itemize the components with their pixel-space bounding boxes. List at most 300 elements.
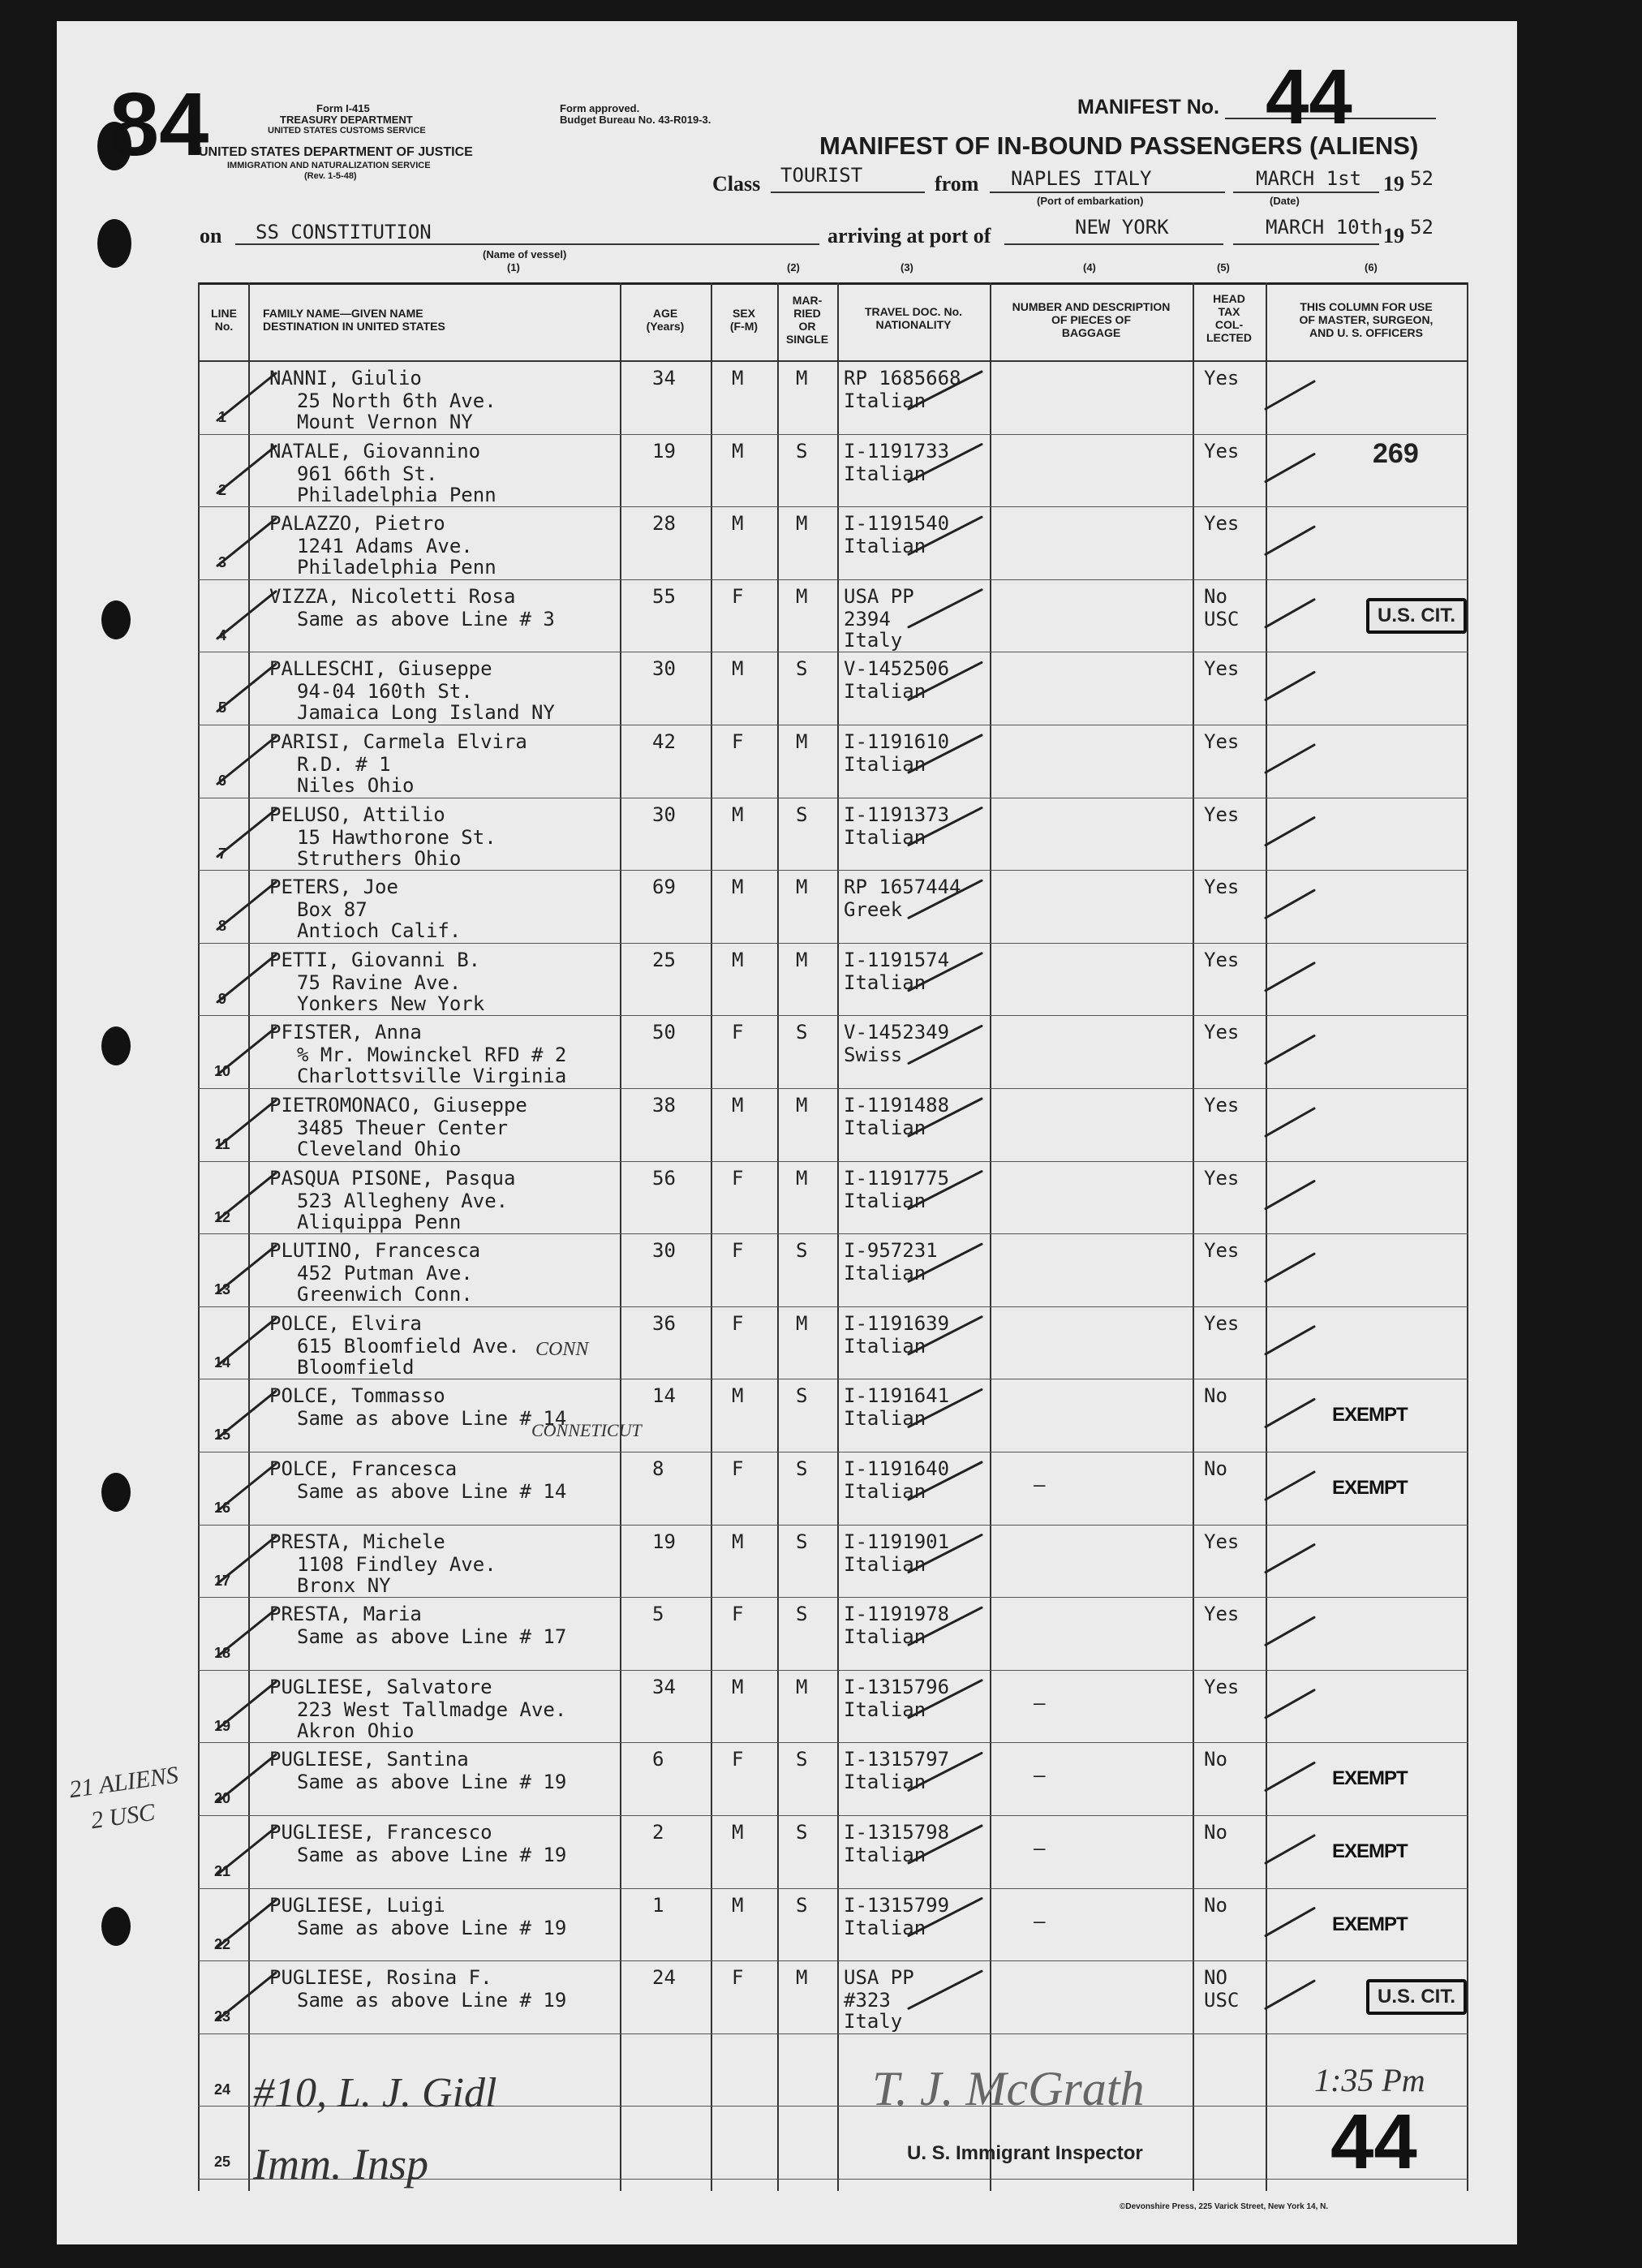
marital-status: S xyxy=(796,803,808,826)
line-number: 3 xyxy=(217,554,226,571)
sex: M xyxy=(732,948,744,971)
marital-status: M xyxy=(796,1675,808,1698)
sex: M xyxy=(732,1530,744,1553)
col-header-line-no: LINE No. xyxy=(211,307,237,333)
nationality: Italian xyxy=(844,535,926,558)
family-name: PIETROMONACO, Giuseppe xyxy=(269,1094,527,1117)
head-tax: Yes xyxy=(1204,1166,1240,1190)
sex: F xyxy=(732,1166,744,1190)
address-line-2: Yonkers New York xyxy=(297,992,485,1015)
col-header-sex: SEX (F-M) xyxy=(729,307,759,333)
marital-status: S xyxy=(796,657,808,681)
port-embarkation-caption: (Port of embarkation) xyxy=(1037,195,1144,207)
line-number: 11 xyxy=(214,1136,230,1152)
age: 42 xyxy=(652,730,676,753)
binder-hole xyxy=(101,1907,131,1946)
age: 1 xyxy=(652,1893,664,1917)
travel-doc-number: I-957231 xyxy=(844,1239,938,1263)
sex: F xyxy=(732,730,744,753)
exempt-stamp: EXEMPT xyxy=(1332,1913,1408,1935)
col-header-travel-doc: TRAVEL DOC. No. NATIONALITY xyxy=(864,305,963,331)
head-tax-2: USC xyxy=(1204,1989,1240,2012)
baggage: – xyxy=(1034,1474,1046,1496)
passenger-table xyxy=(198,282,1468,2191)
nationality: Italian xyxy=(844,1262,926,1285)
address-line-1: 94-04 160th St. xyxy=(297,680,473,704)
travel-doc-number: USA PP xyxy=(844,1966,914,1990)
exempt-stamp: EXEMPT xyxy=(1332,1767,1408,1790)
table-row xyxy=(198,1234,1468,1307)
line-number: 1 xyxy=(217,409,226,425)
address-line-2: Mount Vernon NY xyxy=(297,411,473,433)
line-number: 23 xyxy=(213,2008,231,2025)
address-line-1: 223 West Tallmadge Ave. xyxy=(297,1698,567,1721)
table-row xyxy=(198,798,1468,871)
dept-line-2: UNITED STATES CUSTOMS SERVICE xyxy=(268,126,426,136)
manifest-number-value: 44 xyxy=(1266,54,1352,140)
table-row xyxy=(198,1671,1468,1744)
head-tax: No xyxy=(1204,1457,1227,1480)
nationality: Italian xyxy=(844,1480,926,1503)
arriving-label: arriving at port of xyxy=(827,224,991,247)
table-row xyxy=(198,1526,1468,1599)
sex: F xyxy=(732,1021,744,1044)
col-number-6: (6) xyxy=(1365,261,1378,273)
family-name: PUGLIESE, Rosina F. xyxy=(269,1966,492,1990)
nationality: Swiss xyxy=(844,1044,903,1067)
family-name: PALLESCHI, Giuseppe xyxy=(269,657,492,681)
travel-doc-number: I-1191901 xyxy=(844,1530,950,1553)
line-number: 5 xyxy=(217,699,226,717)
marital-status: M xyxy=(796,1311,808,1335)
line-number: 8 xyxy=(217,918,226,935)
col-header-age: AGE (Years) xyxy=(646,307,685,333)
manifest-number-label: MANIFEST No. xyxy=(1077,96,1219,118)
head-tax: Yes xyxy=(1204,730,1240,753)
age: 30 xyxy=(652,657,676,681)
address-line-2: Jamaica Long Island NY xyxy=(297,701,555,725)
nationality: Italian xyxy=(844,1844,926,1866)
from-value: NAPLES ITALY xyxy=(1011,167,1152,190)
vessel-caption: (Name of vessel) xyxy=(483,248,567,260)
vessel-name: SS CONSTITUTION xyxy=(256,221,432,243)
age: 30 xyxy=(652,1239,676,1263)
inspector-title: U. S. Immigrant Inspector xyxy=(907,2142,1143,2164)
head-tax: Yes xyxy=(1204,1311,1240,1335)
sex: M xyxy=(732,1821,744,1844)
head-tax-2: USC xyxy=(1204,607,1240,630)
year-2: 52 xyxy=(1410,216,1434,239)
nationality: Italian xyxy=(844,1407,926,1431)
head-tax: Yes xyxy=(1204,657,1240,681)
line-number: 22 xyxy=(213,1935,231,1952)
travel-doc-number: I-1191639 xyxy=(844,1311,950,1335)
baggage: – xyxy=(1034,1764,1046,1788)
nationality: Italian xyxy=(844,1117,926,1139)
travel-doc-number: I-1191775 xyxy=(844,1166,950,1190)
table-row xyxy=(198,1307,1468,1380)
stamp-number-left: 84 xyxy=(110,75,209,174)
sex: M xyxy=(732,657,744,681)
travel-doc-number: I-1315799 xyxy=(844,1893,950,1917)
address-line-1: Same as above Line # 14 xyxy=(297,1407,567,1431)
age: 38 xyxy=(652,1094,676,1117)
col-header-name: FAMILY NAME—GIVEN NAME DESTINATION IN UNITED STATES xyxy=(263,307,445,333)
sex: F xyxy=(732,1966,744,1990)
baggage: – xyxy=(1034,1909,1046,1933)
line-number: 25 xyxy=(213,2154,231,2171)
family-name: PRESTA, Michele xyxy=(269,1530,445,1553)
exempt-stamp: EXEMPT xyxy=(1332,1404,1408,1427)
head-tax: Yes xyxy=(1204,876,1240,899)
binder-hole xyxy=(101,1473,131,1512)
travel-doc-number: RP 1685668 xyxy=(844,367,961,389)
head-tax: No xyxy=(1204,1748,1227,1771)
address-line-1: 615 Bloomfield Ave. xyxy=(297,1334,520,1358)
travel-doc-number: I-1315797 xyxy=(844,1748,950,1771)
travel-doc-number: V-1452506 xyxy=(844,657,950,681)
line-number: 20 xyxy=(213,1790,231,1807)
family-name: PLUTINO, Francesca xyxy=(269,1239,481,1263)
exempt-stamp: EXEMPT xyxy=(1332,1477,1408,1499)
margin-note-usc: 2 USC xyxy=(89,1798,157,1835)
address-line-1: 75 Ravine Ave. xyxy=(297,970,462,994)
exempt-stamp: EXEMPT xyxy=(1332,1840,1408,1862)
sex: F xyxy=(732,1603,744,1626)
year-prefix-1: 19 xyxy=(1383,172,1404,196)
head-tax: NO xyxy=(1204,1966,1227,1990)
class-label: Class xyxy=(712,172,761,196)
head-tax: Yes xyxy=(1204,1675,1240,1698)
address-line-1: Same as above Line # 19 xyxy=(297,1989,567,2012)
age: 14 xyxy=(652,1384,676,1408)
address-line-2: Philadelphia Penn xyxy=(297,483,496,506)
line-number: 6 xyxy=(217,772,226,789)
family-name: PFISTER, Anna xyxy=(269,1021,422,1044)
form-approved: Form approved. xyxy=(560,102,640,114)
family-name: POLCE, Elvira xyxy=(269,1311,422,1335)
line24-signature: #10, L. J. Gidl xyxy=(253,2070,497,2116)
family-name: PUGLIESE, Francesco xyxy=(269,1821,492,1844)
line25-signature: Imm. Insp xyxy=(253,2140,428,2188)
travel-doc-number: V-1452349 xyxy=(844,1021,950,1044)
marital-status: M xyxy=(796,512,808,536)
table-row xyxy=(198,1089,1468,1162)
line-number: 19 xyxy=(213,1717,231,1734)
marital-status: M xyxy=(796,584,808,608)
line-number: 4 xyxy=(217,626,226,643)
family-name: NATALE, Giovannino xyxy=(269,439,481,463)
travel-doc-number: RP 1657444 xyxy=(844,876,961,899)
travel-doc-number: I-1191640 xyxy=(844,1457,950,1480)
connecticut-note: CONNETICUT xyxy=(531,1420,642,1440)
address-line-1: 25 North 6th Ave. xyxy=(297,389,496,412)
line-number: 18 xyxy=(213,1645,231,1662)
line-number: 14 xyxy=(213,1353,231,1371)
manifest-title: MANIFEST OF IN-BOUND PASSENGERS (ALIENS) xyxy=(819,131,1419,160)
head-tax: Yes xyxy=(1204,1603,1240,1626)
table-row xyxy=(198,1743,1468,1816)
nationality: Italian xyxy=(844,1771,926,1794)
table-row xyxy=(198,871,1468,944)
address-line-2: Struthers Ohio xyxy=(297,846,462,870)
family-name: PARISI, Carmela Elvira xyxy=(269,730,527,753)
table-row xyxy=(198,725,1468,798)
class-value: TOURIST xyxy=(780,164,863,187)
on-label: on xyxy=(200,224,222,247)
from-label: from xyxy=(935,172,979,196)
head-tax: Yes xyxy=(1204,1530,1240,1553)
col-number-5: (5) xyxy=(1217,261,1230,273)
inspector-signature: T. J. McGrath xyxy=(872,2062,1145,2115)
family-name: PUGLIESE, Luigi xyxy=(269,1893,445,1917)
col-number-1: (1) xyxy=(507,261,520,273)
address-line-2: Bronx NY xyxy=(297,1573,391,1597)
arrival-date: MARCH 10th xyxy=(1266,216,1383,239)
nationality: Italian xyxy=(844,825,926,849)
age: 8 xyxy=(652,1457,664,1480)
line-number: 21 xyxy=(213,1863,231,1879)
sex: F xyxy=(732,1239,744,1263)
head-tax: Yes xyxy=(1204,1021,1240,1044)
col-header-officers: THIS COLUMN FOR USE OF MASTER, SURGEON, AND U. S. OFFICERS xyxy=(1299,300,1434,339)
travel-doc-number: I-1191540 xyxy=(844,512,950,536)
marital-status: S xyxy=(796,1457,808,1480)
family-name: PUGLIESE, Salvatore xyxy=(269,1675,492,1698)
address-line-1: Same as above Line # 17 xyxy=(297,1625,567,1649)
address-line-1: Same as above Line # 14 xyxy=(297,1480,567,1503)
marital-status: M xyxy=(796,367,808,389)
family-name: NANNI, Giulio xyxy=(269,367,422,389)
year-prefix-2: 19 xyxy=(1383,224,1404,247)
address-line-1: R.D. # 1 xyxy=(297,753,391,776)
sex: F xyxy=(732,1457,744,1480)
printer-credit: ©Devonshire Press, 225 Varick Street, New York 14, N. xyxy=(1120,2202,1329,2211)
table-row xyxy=(198,507,1468,580)
head-tax: No xyxy=(1204,1893,1227,1917)
table-row xyxy=(198,362,1468,435)
age: 50 xyxy=(652,1021,676,1044)
sex: M xyxy=(732,1675,744,1698)
nationality: Italian xyxy=(844,753,926,776)
head-tax: Yes xyxy=(1204,1094,1240,1117)
address-line-1: 15 Hawthorone St. xyxy=(297,825,496,849)
officer-note: 269 xyxy=(1373,437,1419,469)
sex: M xyxy=(732,803,744,826)
margin-note-aliens: 21 ALIENS xyxy=(67,1761,180,1804)
nationality: Italian xyxy=(844,1625,926,1649)
address-line-1: Same as above Line # 19 xyxy=(297,1916,567,1939)
table-row xyxy=(198,1598,1468,1671)
table-row xyxy=(198,1162,1468,1235)
table-row xyxy=(198,1016,1468,1089)
table-row xyxy=(198,652,1468,725)
table-row xyxy=(198,1452,1468,1526)
address-line-1: Same as above Line # 19 xyxy=(297,1844,567,1866)
line-number: 15 xyxy=(213,1427,231,1444)
binder-hole xyxy=(101,600,131,639)
nationality: Italian xyxy=(844,1916,926,1939)
binder-hole xyxy=(97,219,131,268)
baggage: – xyxy=(1034,1837,1046,1860)
address-line-2: Aliquippa Penn xyxy=(297,1210,462,1233)
sex: F xyxy=(732,1311,744,1335)
travel-doc-number: I-1191488 xyxy=(844,1094,950,1117)
travel-doc-number: I-1191733 xyxy=(844,439,950,463)
address-line-1: Same as above Line # 19 xyxy=(297,1771,567,1794)
nationality: Italian xyxy=(844,1552,926,1576)
age: 28 xyxy=(652,512,676,536)
age: 36 xyxy=(652,1311,676,1335)
age: 34 xyxy=(652,1675,676,1698)
sex: M xyxy=(732,1893,744,1917)
line-number: 7 xyxy=(217,845,226,862)
address-line-2: Antioch Calif. xyxy=(297,919,462,943)
head-tax: Yes xyxy=(1204,803,1240,826)
col-number-2: (2) xyxy=(787,261,800,273)
age: 19 xyxy=(652,439,676,463)
age: 24 xyxy=(652,1966,676,1990)
departure-date: MARCH 1st xyxy=(1256,167,1362,190)
head-tax: No xyxy=(1204,1384,1227,1408)
us-citizen-stamp: U.S. CIT. xyxy=(1366,598,1467,634)
col-number-3: (3) xyxy=(901,261,913,273)
sex: F xyxy=(732,1748,744,1771)
family-name: VIZZA, Nicoletti Rosa xyxy=(269,584,516,608)
marital-status: M xyxy=(796,1966,808,1990)
sex: M xyxy=(732,439,744,463)
marital-status: S xyxy=(796,1239,808,1263)
col-header-head-tax: HEAD TAX COL- LECTED xyxy=(1206,292,1252,344)
head-tax: Yes xyxy=(1204,1239,1240,1263)
table-row xyxy=(198,435,1468,508)
family-name: PELUSO, Attilio xyxy=(269,803,445,826)
nationality: Italian xyxy=(844,1334,926,1358)
marital-status: S xyxy=(796,1384,808,1408)
address-line-2: Philadelphia Penn xyxy=(297,556,496,579)
head-tax: Yes xyxy=(1204,439,1240,463)
head-tax: No xyxy=(1204,584,1227,608)
table-row xyxy=(198,944,1468,1017)
age: 30 xyxy=(652,803,676,826)
address-line-2: Greenwich Conn. xyxy=(297,1283,473,1306)
table-row xyxy=(198,1816,1468,1889)
date-caption: (Date) xyxy=(1270,195,1300,207)
conn-note: CONN xyxy=(535,1339,589,1360)
marital-status: S xyxy=(796,439,808,463)
nationality: 2394 xyxy=(844,607,891,630)
line-number: 10 xyxy=(213,1063,231,1080)
nationality-2: Italy xyxy=(844,628,903,652)
marital-status: S xyxy=(796,1748,808,1771)
travel-doc-number: USA PP xyxy=(844,584,914,608)
head-tax: Yes xyxy=(1204,367,1240,389)
family-name: PASQUA PISONE, Pasqua xyxy=(269,1166,516,1190)
age: 56 xyxy=(652,1166,676,1190)
sex: M xyxy=(732,1094,744,1117)
dept-line-4: IMMIGRATION AND NATURALIZATION SERVICE xyxy=(227,161,431,170)
family-name: PALAZZO, Pietro xyxy=(269,512,445,536)
col-header-married: MAR- RIED OR SINGLE xyxy=(785,294,829,346)
address-line-2: Cleveland Ohio xyxy=(297,1138,462,1160)
baggage: – xyxy=(1034,1691,1046,1715)
line-number: 9 xyxy=(217,990,226,1007)
binder-hole xyxy=(101,1026,131,1065)
address-line-1: 961 66th St. xyxy=(297,462,438,485)
bottom-manifest-number: 44 xyxy=(1330,2098,1417,2185)
nationality: Italian xyxy=(844,970,926,994)
dept-line-1: TREASURY DEPARTMENT xyxy=(280,114,413,126)
table-row xyxy=(198,1379,1468,1452)
address-line-2: Charlottsville Virginia xyxy=(297,1065,567,1088)
nationality: Italian xyxy=(844,1189,926,1212)
address-line-1: 3485 Theuer Center xyxy=(297,1117,509,1139)
head-tax: Yes xyxy=(1204,948,1240,971)
sex: M xyxy=(732,876,744,899)
marital-status: S xyxy=(796,1021,808,1044)
col-header-baggage: NUMBER AND DESCRIPTION OF PIECES OF BAGGAGE xyxy=(1012,300,1171,339)
family-name: PETTI, Giovanni B. xyxy=(269,948,481,971)
address-line-1: Same as above Line # 3 xyxy=(297,607,555,630)
travel-doc-number: I-1315798 xyxy=(844,1821,950,1844)
family-name: PETERS, Joe xyxy=(269,876,398,899)
marital-status: S xyxy=(796,1530,808,1553)
travel-doc-number: I-1191641 xyxy=(844,1384,950,1408)
age: 69 xyxy=(652,876,676,899)
nationality: Greek xyxy=(844,898,903,922)
marital-status: M xyxy=(796,1094,808,1117)
line-number: 17 xyxy=(213,1572,231,1589)
family-name: POLCE, Tommasso xyxy=(269,1384,445,1408)
form-number: Form I-415 xyxy=(316,102,370,114)
address-line-1: 1241 Adams Ave. xyxy=(297,535,473,558)
sex: M xyxy=(732,367,744,389)
line-number: 12 xyxy=(213,1208,231,1225)
table-row xyxy=(198,1889,1468,1962)
line-number: 2 xyxy=(217,481,226,498)
travel-doc-number: I-1315796 xyxy=(844,1675,950,1698)
nationality: Italian xyxy=(844,462,926,485)
marital-status: M xyxy=(796,948,808,971)
us-citizen-stamp: U.S. CIT. xyxy=(1366,1979,1467,2015)
dept-line-5: (Rev. 1-5-48) xyxy=(304,171,357,181)
budget-bureau: Budget Bureau No. 43-R019-3. xyxy=(560,114,711,126)
marital-status: S xyxy=(796,1821,808,1844)
marital-status: M xyxy=(796,730,808,753)
address-line-2: Bloomfield xyxy=(297,1355,415,1379)
age: 25 xyxy=(652,948,676,971)
sex: F xyxy=(732,584,744,608)
family-name: PUGLIESE, Santina xyxy=(269,1748,469,1771)
age: 5 xyxy=(652,1603,664,1626)
age: 55 xyxy=(652,584,676,608)
travel-doc-number: I-1191610 xyxy=(844,730,950,753)
address-line-1: 452 Putman Ave. xyxy=(297,1262,473,1285)
col-number-4: (4) xyxy=(1083,261,1096,273)
head-tax: Yes xyxy=(1204,512,1240,536)
age: 19 xyxy=(652,1530,676,1553)
marital-status: S xyxy=(796,1893,808,1917)
address-line-1: % Mr. Mowinckel RFD # 2 xyxy=(297,1044,567,1067)
nationality: Italian xyxy=(844,680,926,704)
age: 6 xyxy=(652,1748,664,1771)
address-line-1: 1108 Findley Ave. xyxy=(297,1552,496,1576)
table-row xyxy=(198,580,1468,653)
nationality-2: Italy xyxy=(844,2010,903,2033)
travel-doc-number: I-1191574 xyxy=(844,948,950,971)
arrival-port: NEW YORK xyxy=(1075,216,1169,239)
year-1: 52 xyxy=(1410,167,1434,190)
